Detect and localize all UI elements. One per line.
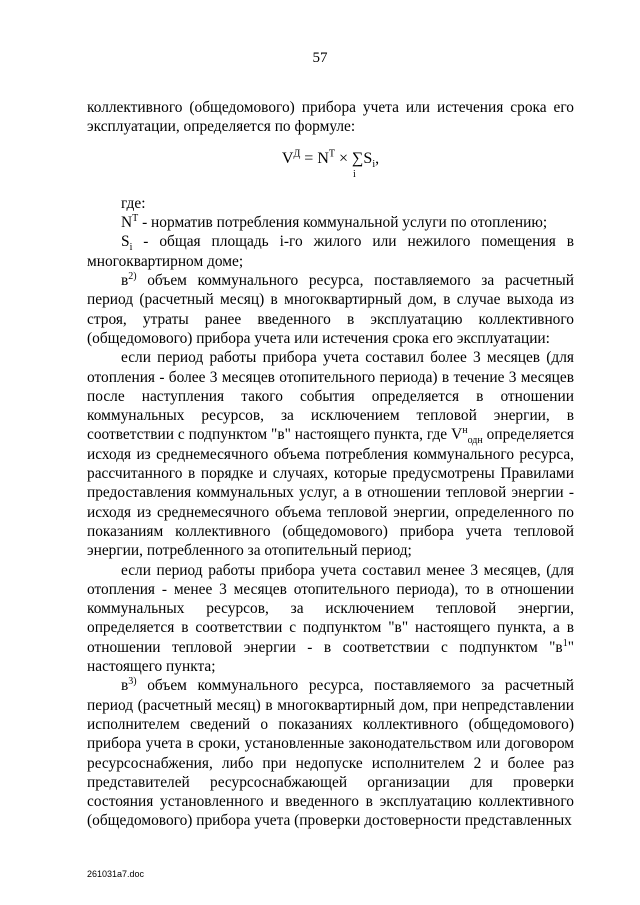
subitem-sup: 3) — [128, 676, 137, 688]
paragraph-v3-text: объем коммунального ресурса, поставляемого за расчетный период (расчетный месяц) в многоквартирный дом, при непредставлении исполнителем сведений о показаниях коллективного (общедомового) прибора учета в сроки, установленные законодательством или договором ресурсоснабжения, либо при недопуске исполнителем 2 и более раз представителей ресурсоснабжающей организации для проверки состояния установленного и введенного в эксплуатацию коллективного (общедомового) прибора учета (проверки достоверности представленных — [87, 677, 574, 830]
symbol-n-sup: T — [132, 213, 139, 225]
case2-sup: 1 — [562, 637, 568, 649]
case1-v-sup: н — [462, 425, 468, 437]
case1-text-before: если период работы прибора учета составил более 3 месяцев (для отопления - более 3 месяцев отопительного периода) в течение 3 месяцев после наступления такого события определяется в отношении коммунальных ресурсов, за исключением тепловой энергии, в соответствии с подпунктом "в" настоящего пункта, где V — [87, 349, 574, 444]
paragraph-v2 — [87, 271, 574, 348]
formula-comma: , — [375, 149, 380, 167]
formula-eq: = — [300, 149, 318, 167]
sum-index: i — [353, 168, 356, 180]
definition-s-text: - общая площадь i-го жилого или нежилого помещения в многоквартирном доме; — [87, 233, 574, 270]
formula-v: V — [281, 149, 294, 167]
formula-sum — [352, 149, 364, 180]
symbol-s: S — [121, 233, 130, 251]
formula-n: N — [317, 149, 329, 167]
footer-filename: 261031a7.doc — [87, 869, 145, 879]
formula-s-sub: i — [372, 158, 376, 170]
formula-s: S — [363, 149, 373, 167]
subitem-letter: в — [121, 677, 129, 695]
formula-n-sup: T — [328, 148, 335, 160]
case-more-3-months — [87, 348, 574, 560]
intro-paragraph: коллективного (общедомового) прибора учета или истечения срока его эксплуатации, определяется по формуле: — [87, 99, 574, 136]
case2-text-before: если период работы прибора учета составил менее 3 месяцев, (для отопления - менее 3 месяцев отопительного периода), то в отношении коммунальных ресурсов, за исключением тепловой энергии, определяется в соответствии с подпунктом "в" настоящего пункта, а в отношении тепловой энергии - в соответствии с подпунктом "в — [87, 561, 574, 656]
definition-s — [87, 232, 574, 271]
subitem-letter: в — [121, 272, 129, 290]
where-label: где: — [121, 194, 146, 212]
symbol-n: N — [121, 214, 133, 232]
paragraph-v2-text: объем коммунального ресурса, поставляемого за расчетный период (расчетный месяц) в многоквартирный дом, в случае выхода из строя, утраты ранее введенного в эксплуатацию коллективного (общедомового) прибора учета или истечения срока его эксплуатации: — [87, 272, 574, 347]
case1-v-sub: одн — [467, 435, 483, 447]
page-number: 57 — [312, 50, 328, 66]
symbol-s-sub: i — [129, 242, 133, 254]
case-less-3-months — [87, 561, 574, 677]
subitem-sup: 2) — [128, 270, 137, 282]
case1-text-after: определяется исходя из среднемесячного объема потребления коммунального ресурса, рассчитанного в порядке и случаях, которые предусмотрены Правилами предоставления коммунальных услуг, а в отношении тепловой энергии - исходя из среднемесячного объема тепловой энергии, определенного по показаниям коллективного (общедомового) прибора учета тепловой энергии, потребленного за отопительный период; — [87, 426, 574, 560]
formula-v-sup: Д — [293, 148, 301, 160]
document-body — [87, 98, 574, 831]
definition-n-text: - норматив потребления коммунальной услуги по отоплению; — [138, 214, 548, 232]
formula-times: × — [334, 149, 353, 167]
formula — [87, 148, 574, 180]
paragraph-v3 — [87, 676, 574, 830]
sum-sign: ∑ — [352, 149, 364, 167]
definition-n — [87, 213, 574, 232]
case2-text-after: " настоящего пункта; — [87, 638, 574, 676]
